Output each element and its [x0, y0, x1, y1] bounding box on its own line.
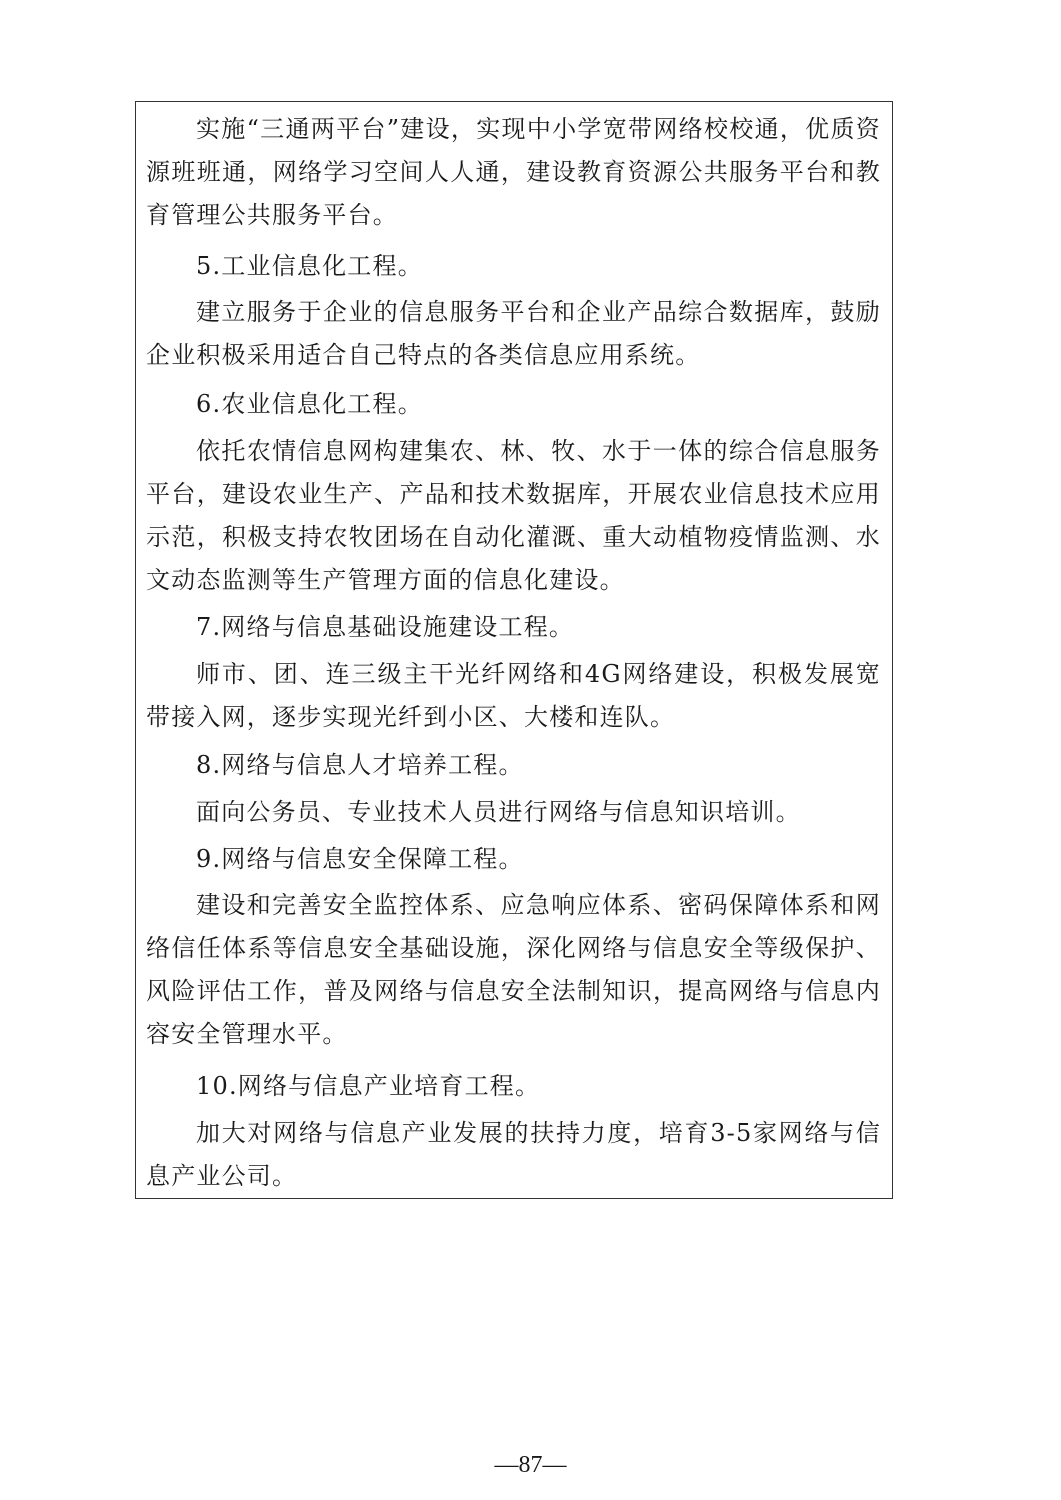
- paragraph-three-links-two-platforms: 实施“三通两平台”建设，实现中小学宽带网络校校通，优质资源班班通，网络学习空间人人通，建设教育资源公共服务平台和教育管理公共服务平台。: [146, 115, 881, 229]
- heading-industrial-informatization: 5.工业信息化工程。: [196, 252, 423, 280]
- content-frame: [135, 101, 893, 1199]
- heading-agricultural-informatization: 6.农业信息化工程。: [196, 390, 423, 418]
- paragraph-industry-cultivation: 加大对网络与信息产业发展的扶持力度，培育3-5家网络与信息产业公司。: [146, 1119, 881, 1190]
- paragraph-security-assurance: 建设和完善安全监控体系、应急响应体系、密码保障体系和网络信任体系等信息安全基础设施，深化网络与信息安全等级保护、风险评估工作，普及网络与信息安全法制知识，提高网络与信息内容安全管理水平。: [146, 891, 881, 1048]
- page-number: —87—: [494, 1452, 567, 1478]
- heading-network-infrastructure: 7.网络与信息基础设施建设工程。: [196, 613, 575, 641]
- paragraph-industrial-informatization: 建立服务于企业的信息服务平台和企业产品综合数据库，鼓励企业积极采用适合自己特点的各类信息应用系统。: [146, 298, 881, 369]
- paragraph-agricultural-informatization: 依托农情信息网构建集农、林、牧、水于一体的综合信息服务平台，建设农业生产、产品和技术数据库，开展农业信息技术应用示范，积极支持农牧团场在自动化灌溉、重大动植物疫情监测、水文动态监测等生产管理方面的信息化建设。: [146, 437, 881, 594]
- paragraph-network-infrastructure: 师市、团、连三级主干光纤网络和4G网络建设，积极发展宽带接入网，逐步实现光纤到小区、大楼和连队。: [146, 660, 881, 731]
- heading-security-assurance: 9.网络与信息安全保障工程。: [196, 845, 524, 873]
- heading-talent-training: 8.网络与信息人才培养工程。: [196, 751, 524, 779]
- heading-industry-cultivation: 10.网络与信息产业培育工程。: [196, 1072, 541, 1100]
- paragraph-talent-training: 面向公务员、专业技术人员进行网络与信息知识培训。: [196, 798, 801, 826]
